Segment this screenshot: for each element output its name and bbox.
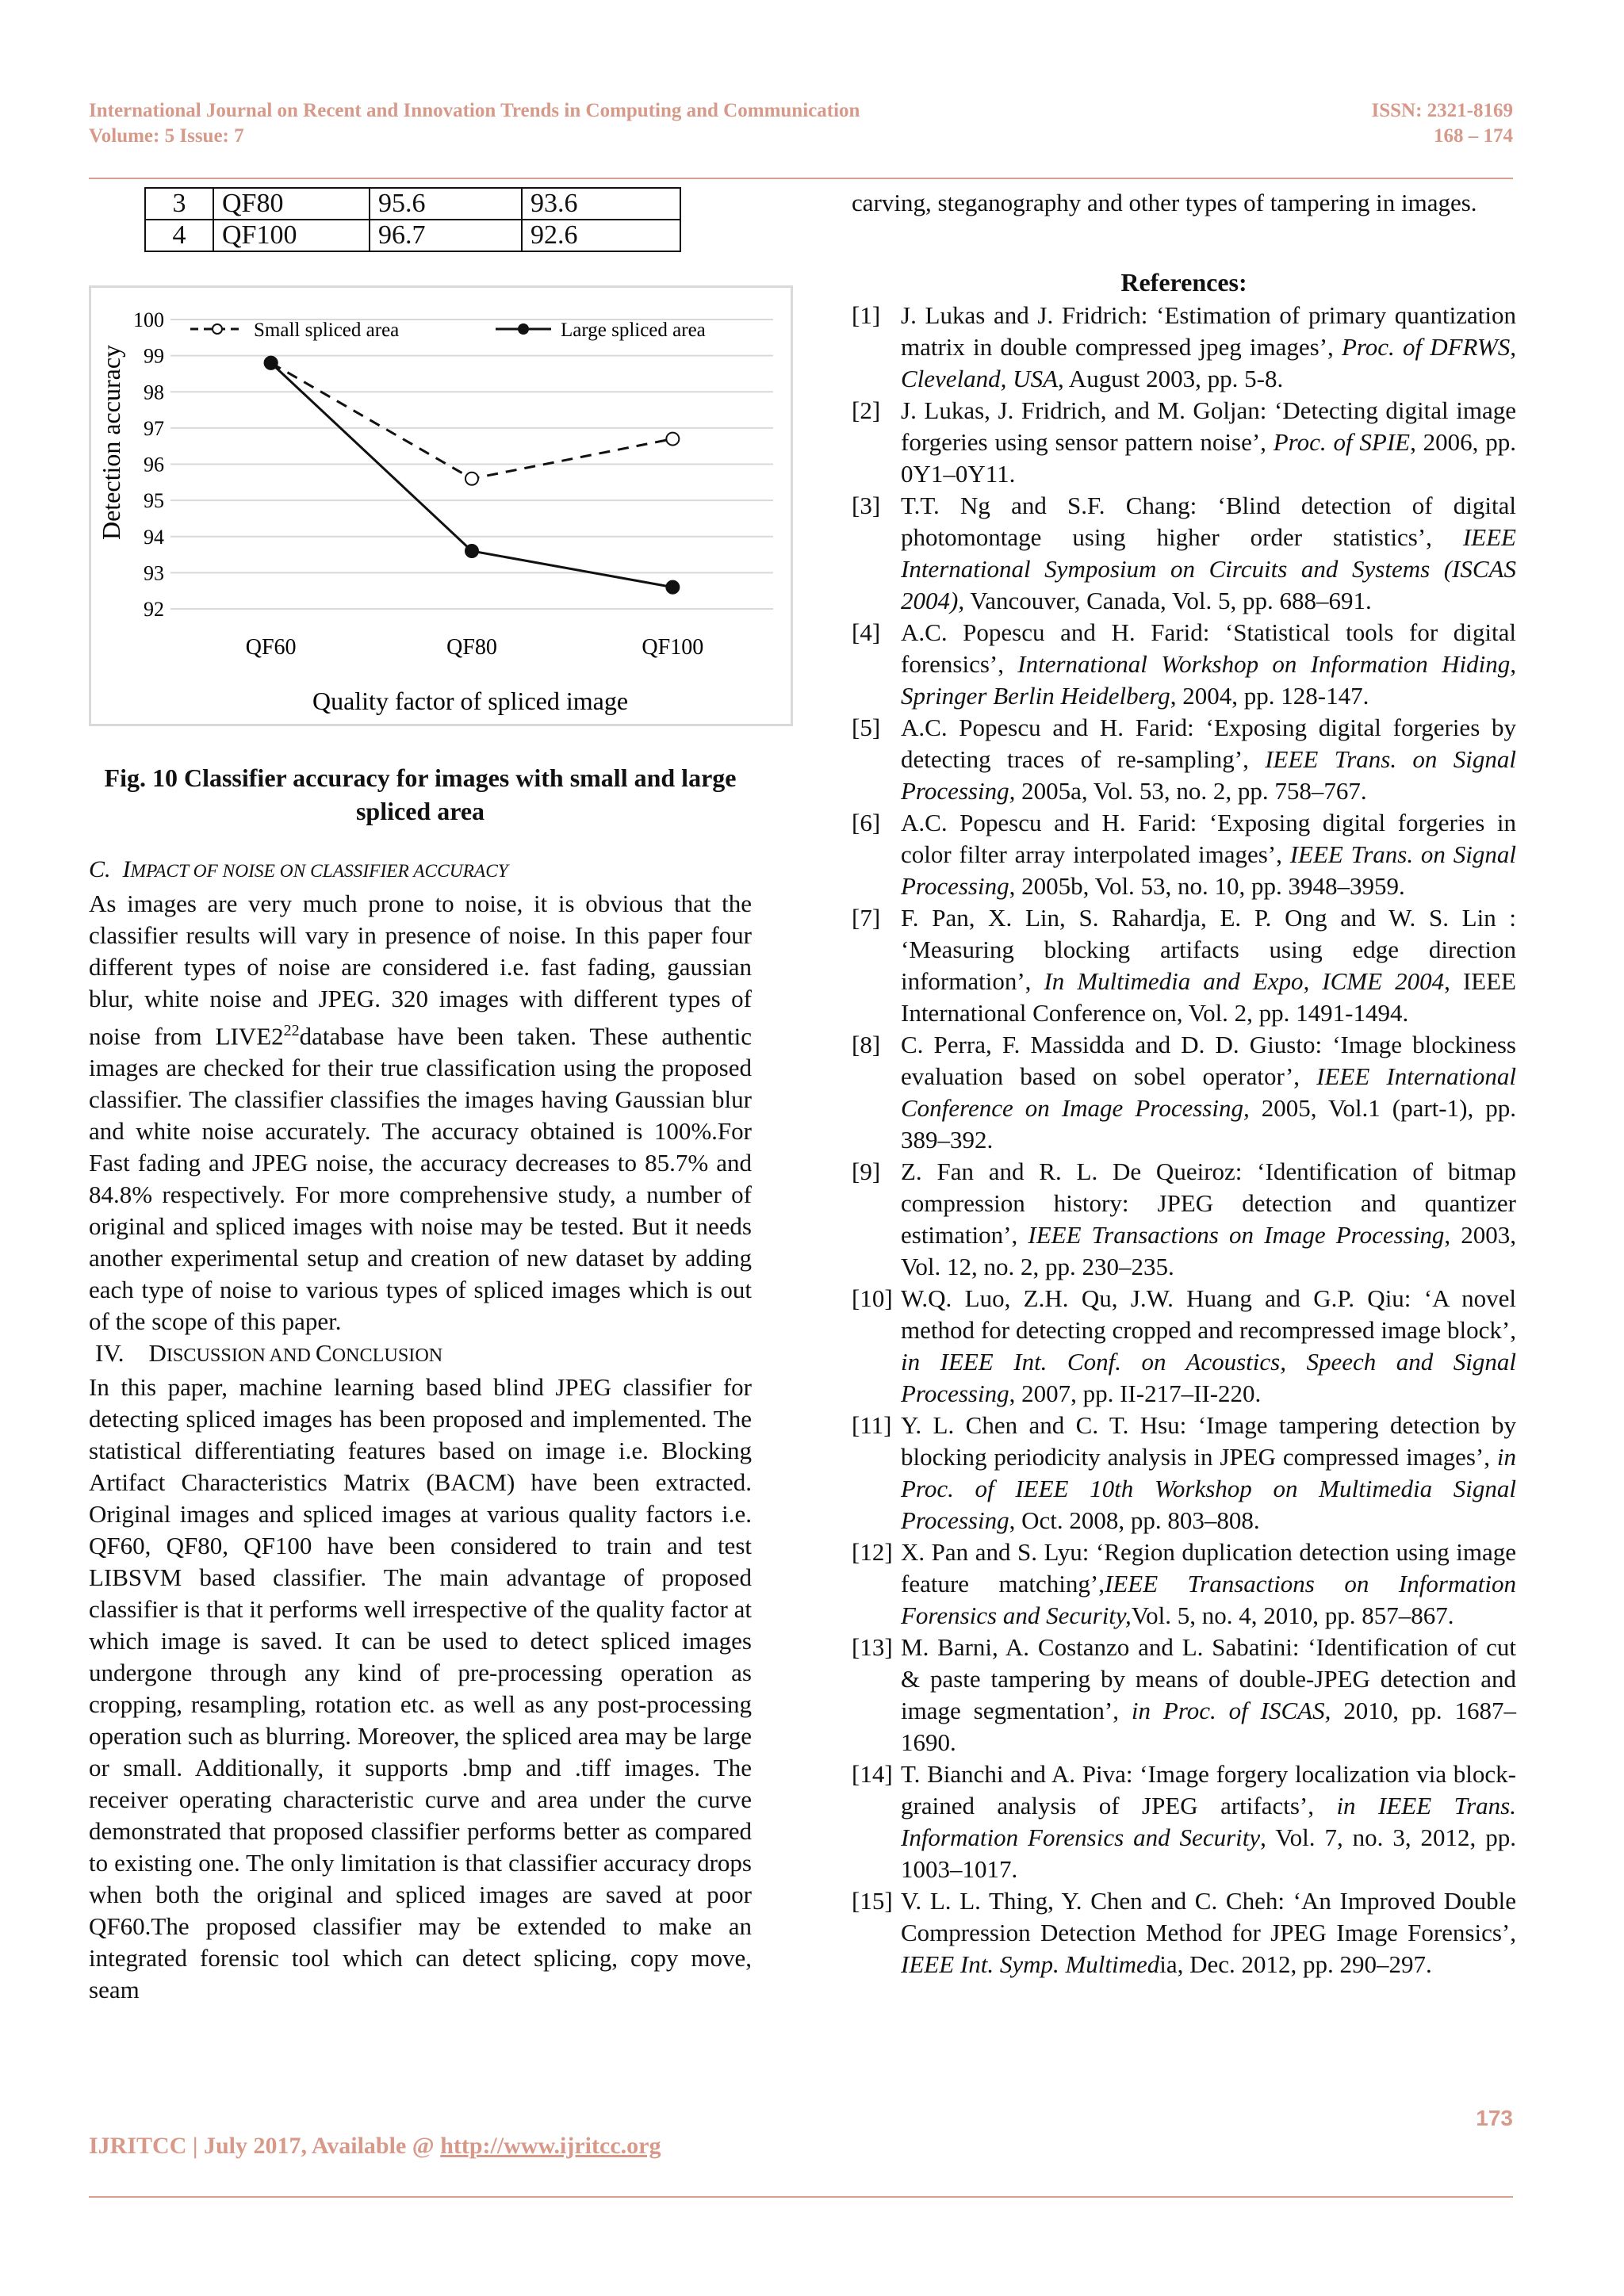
legend-small-marker (213, 324, 222, 334)
right-column (852, 187, 1516, 1980)
reference-item (852, 807, 1516, 902)
reference-venue: IEEE International Conference on Image Processing, (901, 1062, 1517, 1122)
chart-ticks (133, 308, 703, 660)
reference-authors-title: W.Q. Luo, Z.H. Qu, J.W. Huang and G.P. Qiu: ‘A novel method for detecting cropped and recompressed image block’, (901, 1284, 1516, 1344)
footer-rule (89, 2196, 1513, 2198)
reference-details: , IEEE International Conference on, Vol. 2, pp. 1491-1494. (901, 967, 1516, 1027)
paragraph-text: database have been taken. These authentic images are checked for their true classification using the proposed classifier. The classifier classifies the images having Gaussian blur and white noise accurately. The accuracy obtained is 100%.For Fast fading and JPEG noise, the accuracy decreases to 85.7% and 84.8% respectively. For more comprehensive study, a number of original and spliced images with noise may be tested. But it needs another experimental setup and creation of new dataset by adding each type of noise to various types of spliced images which is out of the scope of this paper. (89, 1022, 752, 1336)
table-cell: 4 (145, 220, 213, 251)
journal-issn: ISSN: 2321-8169 (1371, 100, 1513, 121)
section-c-title: MPACT OF NOISE ON CLASSIFIER ACCURACY (130, 861, 508, 882)
reference-item (852, 902, 1516, 1029)
footer (89, 2133, 661, 2160)
reference-text (901, 1536, 1516, 1632)
legend-large-label: Large spliced area (561, 320, 706, 341)
reference-item (852, 712, 1516, 807)
reference-item (852, 490, 1516, 617)
footnote-ref: 22 (283, 1022, 300, 1039)
reference-text (901, 395, 1516, 490)
reference-text (901, 712, 1516, 807)
data-point-large (666, 581, 679, 594)
reference-venue: Proc. of SPIE (1273, 428, 1411, 456)
reference-authors-title: Z. Fan and R. L. De Queiroz: ‘Identification of bitmap compression history: JPEG detection and quantizer estimation’, (901, 1158, 1516, 1249)
reference-number: [4] (852, 618, 881, 646)
section-iv-title: ISCUSSION AND (166, 1345, 316, 1367)
paragraph-text: As images are very much prone to noise, it is obvious that the classifier results will vary in presence of noise. In this paper four different types of noise are considered i.e. fast fading, gaussian blur, white noise and JPEG. 320 images with different types of noise from LIVE2 (89, 890, 752, 1050)
reference-venue: IEEE Trans. on Signal Processing (901, 840, 1516, 900)
reference-item (852, 1283, 1516, 1410)
table-cell: 93.6 (522, 188, 680, 220)
references-heading: References: (1120, 268, 1247, 297)
table-row (145, 220, 680, 251)
reference-text (901, 617, 1516, 712)
paragraph-conclusion-end: carving, steganography and other types of tampering in images. (852, 189, 1477, 216)
paragraph-noise (89, 888, 752, 1337)
accuracy-chart (89, 285, 793, 726)
x-tick-label: QF100 (642, 635, 704, 660)
data-point-large (465, 545, 478, 557)
reference-authors-title: A.C. Popescu and H. Farid: ‘Statistical tools for digital forensics’, (901, 618, 1516, 678)
reference-number: [8] (852, 1031, 881, 1058)
reference-number: [6] (852, 809, 881, 836)
reference-number: [10] (852, 1284, 893, 1312)
reference-venue: In Multimedia and Expo, ICME 2004 (1044, 967, 1445, 995)
y-tick-label: 93 (144, 561, 164, 585)
reference-details: ia, Dec. 2012, pp. 290–297. (1159, 1950, 1432, 1978)
results-table (144, 187, 681, 252)
reference-number: [13] (852, 1633, 893, 1661)
reference-venue: in IEEE Int. Conf. on Acoustics, Speech and Signal Processing (901, 1348, 1516, 1407)
section-iv-initial: D (148, 1339, 167, 1368)
chart-grid (170, 320, 773, 609)
reference-authors-title: Y. L. Chen and C. T. Hsu: ‘Image tampering detection by blocking periodicity analysis in JPEG compressed images’, (901, 1411, 1516, 1471)
reference-item (852, 1758, 1516, 1885)
reference-authors-title: J. Lukas and J. Fridrich: ‘Estimation of primary quantization matrix in double compressed jpeg images’, (901, 301, 1516, 361)
footer-text: IJRITCC | July 2017, Available @ (89, 2133, 441, 2159)
section-c-title-initial: I (122, 856, 131, 882)
header-right (1372, 98, 1514, 149)
reference-text (901, 1283, 1516, 1410)
y-tick-label: 97 (144, 416, 164, 440)
reference-venue: IEEE Int. Symp. Multimed (901, 1950, 1160, 1978)
reference-text (901, 1029, 1516, 1156)
y-tick-label: 96 (144, 453, 164, 476)
reference-text (901, 1632, 1516, 1758)
reference-venue: IEEE Trans. on Signal Processing, (901, 745, 1517, 805)
reference-number: [1] (852, 301, 881, 329)
reference-text (901, 490, 1516, 617)
y-tick-label: 99 (144, 344, 164, 368)
reference-number: [9] (852, 1158, 881, 1185)
reference-details: 2005, Vol.1 (part-1), pp. 389–392. (901, 1094, 1516, 1154)
section-iv-title: ONCLUSION (331, 1345, 443, 1367)
x-tick-label: QF80 (446, 635, 497, 660)
reference-number: [15] (852, 1887, 893, 1915)
reference-authors-title: J. Lukas, J. Fridrich, and M. Goljan: ‘Detecting digital image forgeries using sensor pattern noise’, (901, 396, 1516, 456)
y-tick-label: 98 (144, 381, 164, 404)
header-left (89, 98, 860, 149)
reference-item (852, 300, 1516, 395)
reference-text (901, 807, 1516, 902)
reference-text (901, 1410, 1516, 1536)
reference-venue: in Proc. of IEEE 10th Workshop on Multimedia Signal Processing (901, 1443, 1516, 1534)
header-rule (89, 178, 1513, 179)
table-row (145, 188, 680, 220)
reference-details: , Vol. 7, no. 3, 2012, pp. 1003–1017. (901, 1823, 1516, 1883)
legend-large-marker (518, 323, 529, 335)
y-tick-label: 100 (133, 308, 164, 331)
reference-authors-title: X. Pan and S. Lyu: ‘Region duplication detection using image feature matching’, (901, 1538, 1516, 1598)
y-tick-label: 95 (144, 489, 164, 513)
reference-text (901, 300, 1516, 395)
reference-details: , Oct. 2008, pp. 803–808. (1009, 1506, 1260, 1534)
reference-number: [3] (852, 492, 881, 519)
reference-number: [2] (852, 396, 881, 424)
reference-item (852, 1536, 1516, 1632)
reference-venue: IEEE International Symposium on Circuits and Systems (ISCAS 2004), (901, 523, 1516, 614)
reference-venue: IEEE Transactions on Information Forensics and Security, (901, 1570, 1517, 1629)
table-cell: QF100 (213, 220, 370, 251)
reference-authors-title: C. Perra, F. Massidda and D. D. Giusto: ‘Image blockiness evaluation based on sobel operator’, (901, 1031, 1516, 1090)
chart-legend (190, 320, 706, 341)
reference-number: [7] (852, 904, 881, 932)
section-iv-initial: C (315, 1339, 332, 1368)
journal-volume: Volume: 5 Issue: 7 (89, 125, 244, 147)
x-tick-label: QF60 (245, 635, 297, 660)
page-range: 168 – 174 (1434, 125, 1513, 147)
section-iv-heading (95, 1337, 752, 1372)
section-iv-number: IV. (95, 1339, 124, 1368)
reference-authors-title: T.T. Ng and S.F. Chang: ‘Blind detection of digital photomontage using higher order statistics’, (901, 492, 1516, 551)
section-c-letter: C. (89, 856, 111, 882)
y-tick-label: 92 (144, 598, 164, 621)
data-point-small (666, 433, 679, 446)
table-cell: 3 (145, 188, 213, 220)
y-axis-label: Detection accuracy (97, 344, 125, 541)
reference-authors-title: F. Pan, X. Lin, S. Rahardja, E. P. Ong and W. S. Lin : ‘Measuring blocking artifacts using edge direction information’, (901, 904, 1516, 995)
reference-item (852, 1029, 1516, 1156)
page-number: 173 (1476, 2106, 1513, 2130)
journal-title: International Journal on Recent and Innovation Trends in Computing and Communication (89, 100, 860, 121)
references-list (852, 300, 1516, 1980)
table-cell: QF80 (213, 188, 370, 220)
reference-details: , 2004, pp. 128-147. (1170, 682, 1369, 710)
reference-number: [14] (852, 1760, 893, 1788)
reference-text (901, 1156, 1516, 1283)
reference-number: [11] (852, 1411, 892, 1439)
reference-number: [5] (852, 714, 881, 741)
reference-number: [12] (852, 1538, 893, 1566)
table-cell: 92.6 (522, 220, 680, 251)
reference-text (901, 1885, 1516, 1980)
y-tick-label: 94 (144, 525, 164, 549)
reference-item (852, 617, 1516, 712)
left-column (89, 888, 752, 2006)
reference-item (852, 1632, 1516, 1758)
reference-venue: International Workshop on Information Hiding, Springer Berlin Heidelberg (901, 650, 1516, 710)
reference-venue: IEEE Transactions on Image Processing (1028, 1221, 1445, 1249)
reference-details: 2005a, Vol. 53, no. 2, pp. 758–767. (1015, 777, 1367, 805)
paragraph-conclusion: In this paper, machine learning based blind JPEG classifier for detecting spliced images has been proposed and implemented. The statistical differentiating features based on image i.e. Blocking Artifact Characteristics Matrix (BACM) have been extracted. Original images and spliced images at various quality factors i.e. QF60, QF80, QF100 have been considered to train and test LIBSVM based classifier. The main advantage of proposed classifier is that it performs well irrespective of the quality factor at which image is saved. It can be used to detect spliced images undergone through any kind of pre-processing operation as cropping, resampling, rotation etc. as well as any post-processing operation such as blurring. Moreover, the spliced area may be large or small. Additionally, it supports .bmp and .tiff images. The receiver operating characteristic curve and area under the curve demonstrated that proposed classifier performs better as compared to existing one. The only limitation is that classifier accuracy drops when both the original and spliced images are saved at poor QF60.The proposed classifier may be extended to make an integrated forensic tool which can detect splicing, copy move, seam (89, 1373, 752, 2004)
reference-venue: in IEEE Trans. Information Forensics and Security (901, 1792, 1516, 1851)
reference-details: , 2007, pp. II-217–II-220. (1009, 1380, 1262, 1407)
section-c-heading (89, 856, 508, 883)
reference-authors-title: M. Barni, A. Costanzo and L. Sabatini: ‘Identification of cut & paste tampering by means of double-JPEG detection and image segmentation’, (901, 1633, 1516, 1724)
reference-authors-title: V. L. L. Thing, Y. Chen and C. Cheh: ‘An Improved Double Compression Detection Method for JPEG Image Forensics’, (901, 1887, 1516, 1946)
reference-authors-title: A.C. Popescu and H. Farid: ‘Exposing digital forgeries in color filter array interpolated images’, (901, 809, 1516, 868)
reference-venue: Proc. of DFRWS, Cleveland, USA (901, 333, 1516, 392)
reference-details: Vol. 5, no. 4, 2010, pp. 857–867. (1131, 1601, 1454, 1629)
reference-details: Vancouver, Canada, Vol. 5, pp. 688–691. (964, 587, 1372, 614)
reference-authors-title: T. Bianchi and A. Piva: ‘Image forgery localization via block-grained analysis of JPEG artifacts’, (901, 1760, 1516, 1820)
reference-item (852, 1156, 1516, 1283)
reference-text (901, 902, 1516, 1029)
reference-text (901, 1758, 1516, 1885)
footer-link[interactable]: http://www.ijritcc.org (440, 2133, 661, 2159)
reference-details: , 2003, Vol. 12, no. 2, pp. 230–235. (901, 1221, 1516, 1280)
figure-caption: Fig. 10 Classifier accuracy for images with small and large spliced area (104, 763, 737, 825)
reference-details: , August 2003, pp. 5-8. (1058, 365, 1284, 392)
reference-venue: in Proc. of ISCAS, (1131, 1697, 1331, 1724)
reference-authors-title: A.C. Popescu and H. Farid: ‘Exposing digital forgeries by detecting traces of re-sampling’, (901, 714, 1516, 773)
table-cell: 95.6 (370, 188, 522, 220)
x-axis-label: Quality factor of spliced image (312, 687, 629, 715)
reference-item (852, 1885, 1516, 1980)
chart-canvas (91, 288, 791, 724)
reference-item (852, 1410, 1516, 1536)
legend-small-label: Small spliced area (254, 320, 400, 341)
reference-details: 2010, pp. 1687–1690. (901, 1697, 1516, 1756)
data-point-large (265, 357, 278, 369)
table-cell: 96.7 (370, 220, 522, 251)
reference-item (852, 395, 1516, 490)
reference-details: , 2006, pp. 0Y1–0Y11. (901, 428, 1517, 488)
reference-details: , 2005b, Vol. 53, no. 10, pp. 3948–3959. (1009, 872, 1405, 900)
data-point-small (465, 473, 478, 485)
